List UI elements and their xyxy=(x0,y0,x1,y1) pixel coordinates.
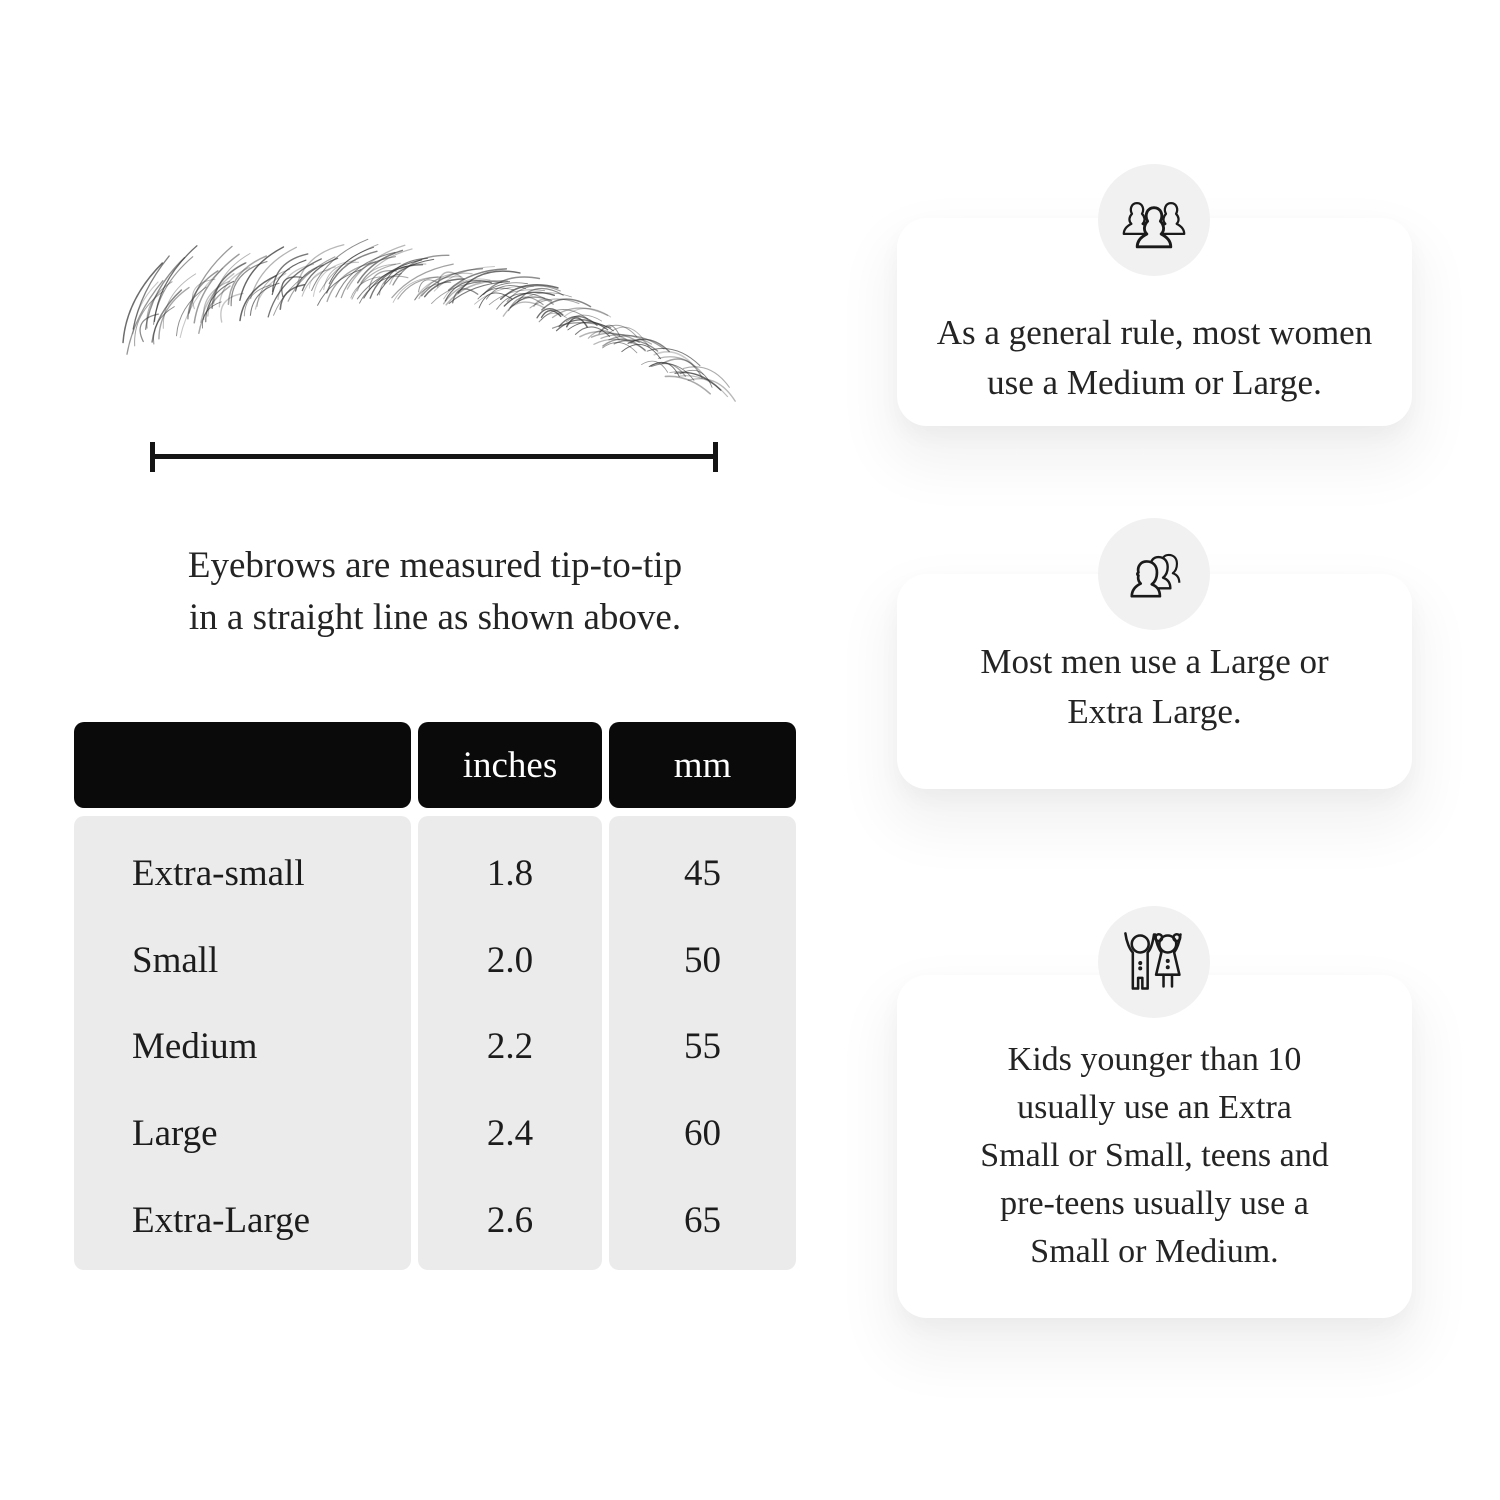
measurement-line xyxy=(150,442,718,472)
inches-value-cell: 2.4 xyxy=(486,1113,534,1155)
measurement-caption xyxy=(135,540,735,644)
eyebrow-illustration xyxy=(112,224,747,414)
women-group-icon xyxy=(1117,183,1191,257)
size-label-cell: Small xyxy=(132,939,219,981)
kids-sizing-card xyxy=(897,975,1412,1318)
size-label-cell: Extra-Large xyxy=(132,1200,311,1242)
inches-value-cell: 1.8 xyxy=(486,852,534,894)
caption-line-2: in a straight line as shown above. xyxy=(188,597,682,638)
men-group-icon xyxy=(1117,537,1191,611)
mm-value-cell: 65 xyxy=(684,1200,721,1242)
size-label-cell: Extra-small xyxy=(132,852,305,894)
men-card-line-1: Most men use a Large or xyxy=(980,641,1329,681)
kids-card-line-1: Kids younger than 10 xyxy=(1007,1040,1302,1078)
inches-value-cell: 2.2 xyxy=(486,1026,534,1068)
label-column-body xyxy=(74,816,411,1270)
header-cell-mm: mm xyxy=(609,722,796,808)
caption-line-1: Eyebrows are measured tip-to-tip xyxy=(187,545,683,586)
men-card-badge xyxy=(1098,518,1210,630)
mm-value-cell: 55 xyxy=(684,1026,721,1068)
mm-value-cell: 60 xyxy=(684,1113,721,1155)
kids-card-badge xyxy=(1098,906,1210,1018)
kids-card-line-2: usually use an Extra xyxy=(1017,1088,1292,1126)
measurement-line-right-cap xyxy=(713,442,718,472)
header-cell-blank xyxy=(74,722,411,808)
size-table xyxy=(74,722,796,1270)
size-table-mm-column xyxy=(609,722,796,1270)
men-card-line-2: Extra Large. xyxy=(1067,691,1242,731)
kids-card-line-4: pre-teens usually use a xyxy=(1000,1184,1309,1222)
inches-value-cell: 2.6 xyxy=(486,1200,534,1242)
mm-column-body xyxy=(609,816,796,1270)
mm-value-cell: 50 xyxy=(684,939,721,981)
inches-value-cell: 2.0 xyxy=(486,939,534,981)
measurement-line-bar xyxy=(150,454,718,459)
mm-value-cell: 45 xyxy=(684,852,721,894)
women-card-line-1: As a general rule, most women xyxy=(936,313,1373,352)
header-cell-inches: inches xyxy=(418,722,602,808)
women-card-line-2: use a Medium or Large. xyxy=(987,363,1322,402)
kids-card-line-5: Small or Medium. xyxy=(1030,1232,1279,1270)
kids-card-line-3: Small or Small, teens and xyxy=(980,1136,1329,1174)
size-table-inches-column xyxy=(418,722,602,1270)
size-label-cell: Medium xyxy=(132,1026,258,1068)
size-table-label-column xyxy=(74,722,411,1270)
women-card-badge xyxy=(1098,164,1210,276)
size-label-cell: Large xyxy=(132,1113,218,1155)
children-icon xyxy=(1118,926,1190,998)
inches-column-body xyxy=(418,816,602,1270)
